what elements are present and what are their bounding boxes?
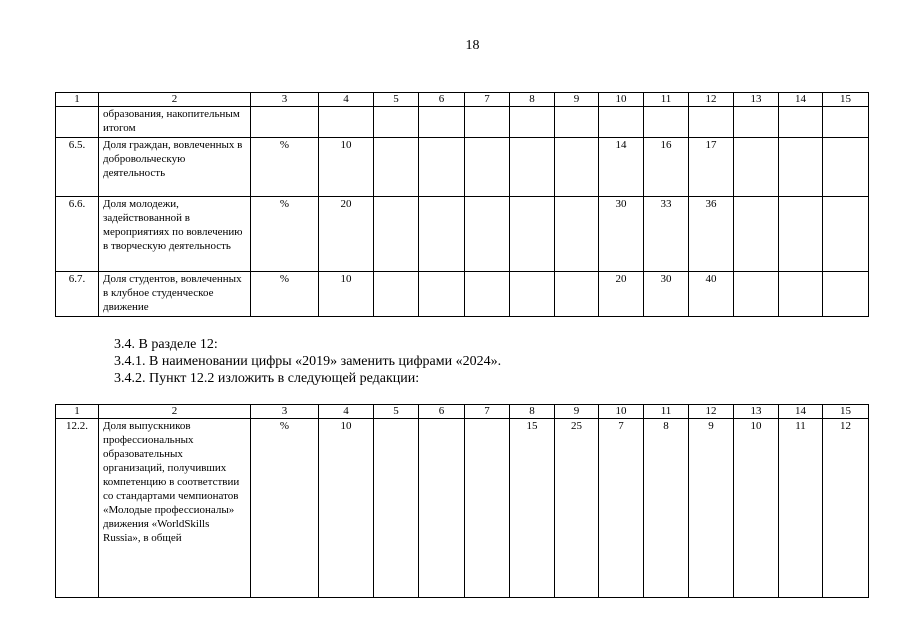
value-cell xyxy=(779,138,823,197)
value-cell xyxy=(823,272,869,317)
value-cell xyxy=(465,138,510,197)
value-cell xyxy=(734,107,779,138)
value-cell: 10 xyxy=(319,272,374,317)
value-cell: 12 xyxy=(823,419,869,598)
column-number: 9 xyxy=(555,405,599,419)
value-cell xyxy=(465,107,510,138)
value-cell xyxy=(689,107,734,138)
column-number: 5 xyxy=(374,405,419,419)
value-cell xyxy=(374,107,419,138)
column-number: 2 xyxy=(99,93,251,107)
unit-cell: % xyxy=(251,138,319,197)
value-cell xyxy=(779,107,823,138)
row-number: 6.7. xyxy=(56,272,99,317)
value-cell xyxy=(823,197,869,272)
column-number: 10 xyxy=(599,405,644,419)
column-number: 15 xyxy=(823,405,869,419)
value-cell xyxy=(555,272,599,317)
page-number: 18 xyxy=(465,38,480,53)
unit-cell: % xyxy=(251,419,319,598)
paragraph-section-3-4-1: 3.4.1. В наименовании цифры «2019» заменить цифрами «2024». xyxy=(114,354,502,369)
value-cell: 17 xyxy=(689,138,734,197)
column-number: 15 xyxy=(823,93,869,107)
value-cell xyxy=(599,107,644,138)
value-cell: 11 xyxy=(779,419,823,598)
value-cell xyxy=(419,272,465,317)
value-cell xyxy=(465,272,510,317)
column-number: 1 xyxy=(56,93,99,107)
indicator-name: Доля граждан, вовлеченных в добровольческую деятельность xyxy=(99,138,251,197)
value-cell: 8 xyxy=(644,419,689,598)
value-cell: 40 xyxy=(689,272,734,317)
paragraph-section-3-4-2: 3.4.2. Пункт 12.2 изложить в следующей редакции: xyxy=(114,371,420,386)
value-cell xyxy=(734,272,779,317)
column-number: 4 xyxy=(319,93,374,107)
value-cell: 36 xyxy=(689,197,734,272)
row-number: 6.5. xyxy=(56,138,99,197)
value-cell xyxy=(465,419,510,598)
column-number: 9 xyxy=(555,93,599,107)
row-number xyxy=(56,107,99,138)
table-row xyxy=(56,138,869,197)
column-number: 13 xyxy=(734,93,779,107)
column-number: 2 xyxy=(99,405,251,419)
table-row xyxy=(56,107,869,138)
unit-cell: % xyxy=(251,197,319,272)
value-cell: 20 xyxy=(599,272,644,317)
column-number: 14 xyxy=(779,93,823,107)
value-cell xyxy=(465,197,510,272)
paragraph-section-3-4: 3.4. В разделе 12: xyxy=(114,337,218,352)
column-number: 3 xyxy=(251,405,319,419)
value-cell: 10 xyxy=(319,138,374,197)
column-number: 5 xyxy=(374,93,419,107)
value-cell: 14 xyxy=(599,138,644,197)
value-cell: 30 xyxy=(599,197,644,272)
value-cell: 15 xyxy=(510,419,555,598)
value-cell xyxy=(374,419,419,598)
value-cell xyxy=(779,197,823,272)
value-cell xyxy=(374,138,419,197)
column-number: 13 xyxy=(734,405,779,419)
value-cell xyxy=(510,138,555,197)
indicators-table-section-6 xyxy=(55,92,869,317)
column-number: 14 xyxy=(779,405,823,419)
column-number: 12 xyxy=(689,405,734,419)
value-cell xyxy=(555,107,599,138)
value-cell: 16 xyxy=(644,138,689,197)
column-number: 4 xyxy=(319,405,374,419)
column-number: 10 xyxy=(599,93,644,107)
column-number: 7 xyxy=(465,93,510,107)
value-cell xyxy=(644,107,689,138)
column-number: 7 xyxy=(465,405,510,419)
value-cell xyxy=(734,197,779,272)
value-cell: 10 xyxy=(734,419,779,598)
value-cell: 20 xyxy=(319,197,374,272)
value-cell xyxy=(823,138,869,197)
table-row xyxy=(56,197,869,272)
value-cell xyxy=(419,138,465,197)
value-cell: 10 xyxy=(319,419,374,598)
table-header-row xyxy=(56,405,869,419)
unit-cell: % xyxy=(251,272,319,317)
value-cell xyxy=(419,107,465,138)
value-cell xyxy=(510,272,555,317)
value-cell: 7 xyxy=(599,419,644,598)
value-cell xyxy=(555,138,599,197)
value-cell: 25 xyxy=(555,419,599,598)
row-number: 12.2. xyxy=(56,419,99,598)
value-cell: 9 xyxy=(689,419,734,598)
value-cell xyxy=(510,197,555,272)
value-cell xyxy=(419,197,465,272)
column-number: 1 xyxy=(56,405,99,419)
value-cell xyxy=(374,272,419,317)
unit-cell xyxy=(251,107,319,138)
value-cell xyxy=(823,107,869,138)
column-number: 11 xyxy=(644,93,689,107)
indicator-name: Доля выпускников профессиональных образовательных организаций, получивших компетенцию в соответствии со стандартами чемпионатов «Молодые профессионалы» движения «WorldSkills Russia», в общей xyxy=(99,419,251,598)
value-cell xyxy=(734,138,779,197)
value-cell xyxy=(419,419,465,598)
value-cell xyxy=(779,272,823,317)
value-cell xyxy=(555,197,599,272)
indicator-name: образования, накопительным итогом xyxy=(99,107,251,138)
column-number: 12 xyxy=(689,93,734,107)
value-cell xyxy=(319,107,374,138)
table-row xyxy=(56,272,869,317)
column-number: 6 xyxy=(419,93,465,107)
column-number: 3 xyxy=(251,93,319,107)
indicators-table-section-12 xyxy=(55,404,869,598)
indicator-name: Доля молодежи, задействованной в мероприятиях по вовлечению в творческую деятельность xyxy=(99,197,251,272)
value-cell: 30 xyxy=(644,272,689,317)
table-header-row xyxy=(56,93,869,107)
column-number: 11 xyxy=(644,405,689,419)
value-cell: 33 xyxy=(644,197,689,272)
column-number: 6 xyxy=(419,405,465,419)
indicator-name: Доля студентов, вовлеченных в клубное студенческое движение xyxy=(99,272,251,317)
column-number: 8 xyxy=(510,93,555,107)
value-cell xyxy=(374,197,419,272)
row-number: 6.6. xyxy=(56,197,99,272)
column-number: 8 xyxy=(510,405,555,419)
table-row xyxy=(56,419,869,598)
value-cell xyxy=(510,107,555,138)
